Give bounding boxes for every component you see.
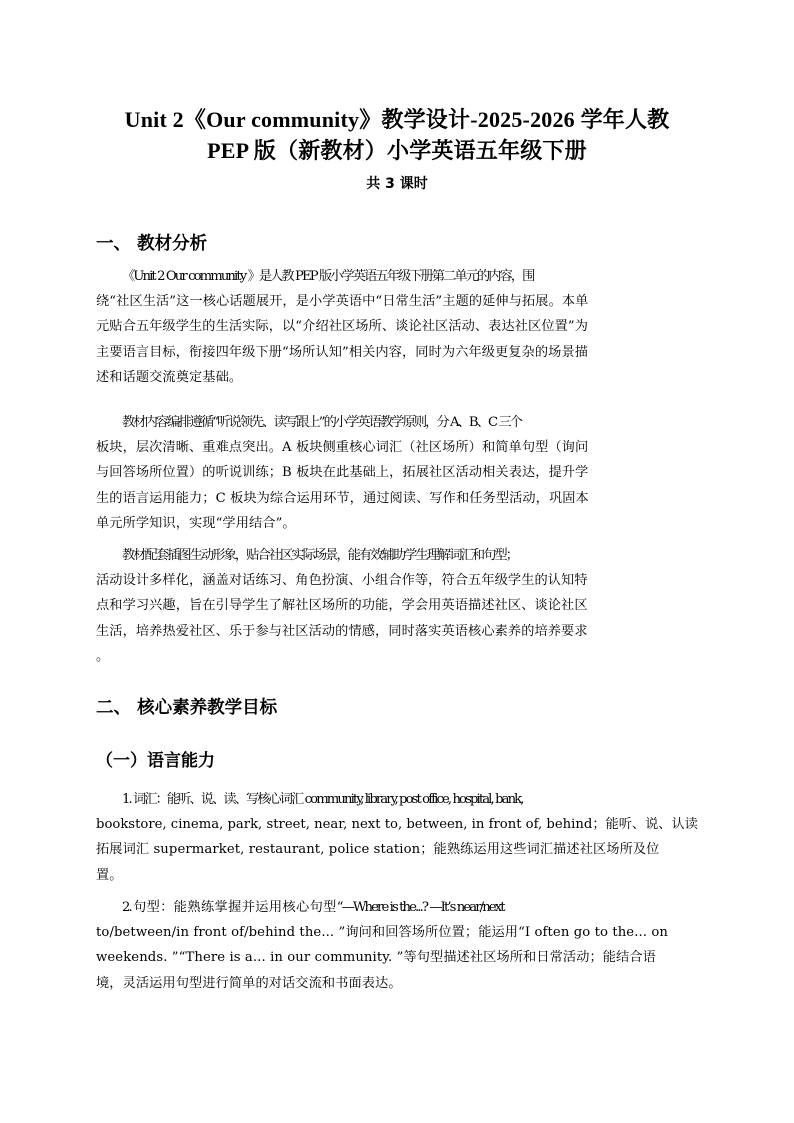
paragraph-line: 2. 句 型 ： 能 熟 练 掌 握 并 运 用 核 心 句 型 “—Where is the...? —It’s near/next [122,900,504,915]
subsection-heading-language-ability: （一）语言能力 [96,751,215,771]
paragraph-line: 。 [96,648,110,664]
paragraph-line: 置。 [96,867,123,883]
paragraph-line: 元贴合五年级学生的生活实际，以“介绍社区场所、谈论社区活动、表达社区位置”为 [96,319,589,335]
paragraph-line: 生的语言运用能力；C 板块为综合运用环节，通过阅读、写作和任务型活动，巩固本 [96,490,589,506]
document-subtitle: 共 3 课时 [366,176,428,192]
paragraph-line: 《Unit 2 Our community 》是人教 PEP 版小学英语五年级下册第二单元的内容，围 [122,269,534,284]
paragraph-line: 生活，培养热爱社区、乐于参与社区活动的情感，同时落实英语核心素养的培养要求 [96,623,588,639]
paragraph-line: 活动设计多样化，涵盖对话练习、角色扮演、小组合作等，符合五年级学生的认知特 [96,573,588,589]
paragraph-vocabulary-goal [96,787,698,888]
paragraph-line: to/between/in front of/behind the... ”询问和回答场所位置；能运用“I often go to the... on [96,925,669,941]
paragraph-line: 点和学习兴趣，旨在引导学生了解社区场所的功能，学会用英语描述社区、谈论社区 [96,598,588,614]
paragraph-line: 境，灵活运用句型进行简单的对话交流和书面表达。 [96,975,402,991]
section-heading-core-literacy-goals: 二、 核心素养教学目标 [96,698,278,718]
paragraph-line: 述和话题交流奠定基础。 [96,369,243,385]
paragraph-line: weekends. ”“There is a... in our community. ”等句型描述社区场所和日常活动；能结合语 [96,950,656,966]
paragraph-sentence-pattern-goal [96,895,698,996]
paragraph-line: 教材内容编排遵循“听说领先、读写跟上”的小学英语教学原则，分 A、B、C 三个 [122,415,522,430]
paragraph-line: 主要语言目标，衔接四年级下册“场所认知”相关内容，同时为六年级更复杂的场景描 [96,344,589,360]
paragraph-line: 1. 词汇：能听、说、读、写核心词汇 community, library, post office, hospital, bank, [122,792,523,807]
paragraph-line: 拓展词汇 supermarket, restaurant, police station；能熟练运用这些词汇描述社区场所及位 [96,842,660,858]
paragraph-line: 绕“社区生活”这一核心话题展开，是小学英语中“日常生活”主题的延伸与拓展。本单 [96,294,589,310]
paragraph-line: 单元所学知识，实现“学用结合”。 [96,515,296,531]
section-heading-textbook-analysis: 一、 教材分析 [96,234,208,254]
paragraph-textbook-overview [96,264,698,390]
paragraph-line: bookstore, cinema, park, street, near, next to, between, in front of, behind；能听、说、认读 [96,817,698,833]
paragraph-line: 板块，层次清晰、重难点突出。A 板块侧重核心词汇（社区场所）和简单句型（询问 [96,440,589,456]
paragraph-line: 教材配套插图生动形象，贴合社区实际场景，能有效辅助学生理解词汇和句型； [122,548,518,563]
paragraph-content-structure [96,410,698,536]
document-title-line-2: PEP 版（新教材）小学英语五年级下册 [207,138,587,163]
paragraph-line: 与回答场所位置）的听说训练；B 板块在此基础上，拓展社区活动相关表达，提升学 [96,465,589,481]
document-title-line-1: Unit 2《Our community》教学设计-2025-2026 学年人教 [124,107,670,132]
paragraph-illustrations-activities [96,543,698,669]
